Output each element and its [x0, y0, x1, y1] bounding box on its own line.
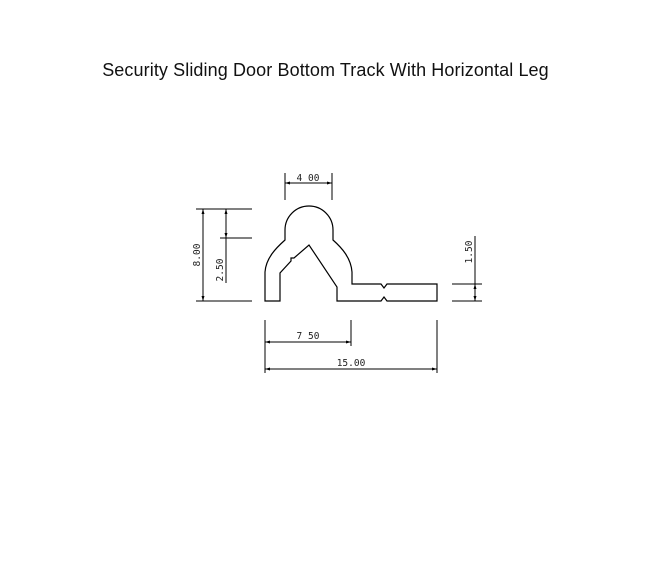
dim-label-half-width: 7 50 — [296, 331, 320, 342]
dim-label-top-width: 4 00 — [296, 173, 320, 184]
dim-label-overall-height: 8.00 — [192, 243, 203, 267]
dim-label-leg-thickness: 1.50 — [464, 240, 475, 264]
dimension-bottom-widths — [265, 320, 437, 373]
dimension-top-width — [285, 173, 332, 200]
dim-label-lower-height: 2.50 — [215, 258, 226, 282]
dimension-left-heights — [192, 209, 252, 301]
dimension-leg-thickness — [452, 236, 482, 301]
dim-label-overall-width: 15.00 — [336, 358, 366, 369]
drawing-title: Security Sliding Door Bottom Track With Horizontal Leg — [102, 60, 549, 80]
track-profile — [265, 206, 437, 301]
